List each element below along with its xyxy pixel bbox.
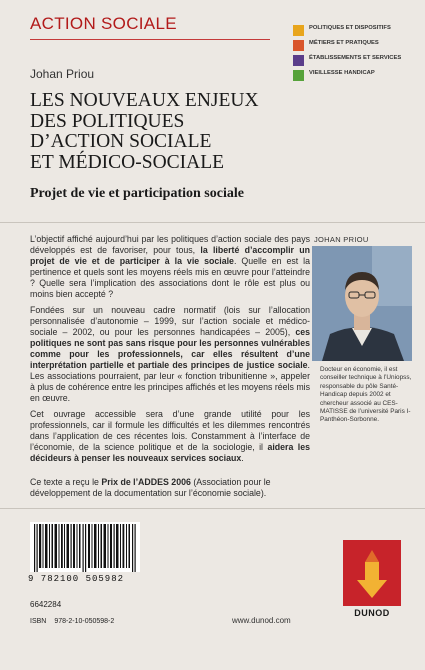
blurb-paragraph: Fondées sur un nouveau cadre normatif (lois sur l’allocation personnalisée d’autonomie – 1999, sur l’action sociale et médico-sociale – 2002, ou pour les personnes handicapées – 2005), ces politiques ne sont pas sans risque pour les personnes vulnérables comme pour les professionnels, car elles résultent d’une interprétation partielle et partiale des principes de justice sociale. Les associations pourraient, par leur « fonction tribunitienne », appeler à plus de cohérence entre les principes affichés et les moyens réels mis en œuvre. [30,305,311,403]
award-note: Ce texte a reçu le Prix de l’ADDES 2006 (Association pour le développement de la documentation sur l’économie sociale). [30,477,271,498]
category-item [293,25,423,36]
barcode [30,522,140,572]
author-photo-image [312,246,412,361]
divider [0,508,425,509]
category-item [293,40,423,51]
category-swatch [293,70,304,81]
category-label: POLITIQUES ET DISPOSITIFS [309,25,391,31]
blurb [30,234,310,469]
category-label: ÉTABLISSEMENTS ET SERVICES [309,55,402,61]
title-line: LES NOUVEAUX ENJEUX [30,90,259,111]
category-legend [293,25,423,85]
category-swatch [293,25,304,36]
series-title: ACTION SOCIALE [30,14,177,33]
barcode-bars [30,522,140,572]
publisher-url[interactable]: www.dunod.com [232,616,291,625]
publisher-logo [343,540,401,624]
author-name: Johan Priou [30,67,95,81]
category-swatch [293,40,304,51]
category-item [293,70,423,81]
barcode-digits: 9 782100 505982 [28,574,125,584]
logo-emblem-icon [343,540,401,606]
author-photo [312,246,412,361]
series-rule [30,39,270,40]
blurb-paragraph: L’objectif affiché aujourd’hui par les politiques d’action sociale des pays développés est de favoriser, pour tous, la liberté d’accomplir un projet de vie et de participer à la vie sociale. Quelle en est la pertinence et quels sont les moyens réels mis en œuvre pour l’atteindre ? Quelle sera l’implication des associations dont le rôle est plus ou moins bien accepté ? [30,234,310,299]
blurb-paragraph: Cet ouvrage accessible sera d’une grande utilité pour les professionnels, car il formule les difficultés et les dilemmes rencontrés dans l’application de ces récentes lois. Constamment à l’interface de l’économie, de la science politique et de la sociologie, il aidera les décideurs à penser les nouveaux services sociaux. [30,409,311,463]
photo-caption-name: JOHAN PRIOU [314,235,369,244]
publisher-name: DUNOD [354,608,390,618]
category-swatch [293,55,304,66]
divider [0,222,425,223]
author-bio: Docteur en économie, il est conseiller technique à l’Uniopss, responsable du pôle Santé-Handicap depuis 2002 et chercheur associé au CES-MATISSE de l’université Paris I-Panthéon-Sorbonne. [320,366,412,424]
product-code: 6642284 [30,600,62,609]
title-line: D’ACTION SOCIALE [30,131,212,152]
title-line: DES POLITIQUES [30,110,185,132]
book-title [30,91,360,173]
title-line: ET MÉDICO-SOCIALE [30,151,225,173]
isbn: ISBN 978-2-10-050598-2 [30,618,115,625]
book-subtitle: Projet de vie et participation sociale [30,186,244,201]
category-label: MÉTIERS ET PRATIQUES [309,40,379,46]
logo-emblem [343,540,401,606]
category-item [293,55,423,66]
category-label: VIEILLESSE HANDICAP [309,70,375,76]
